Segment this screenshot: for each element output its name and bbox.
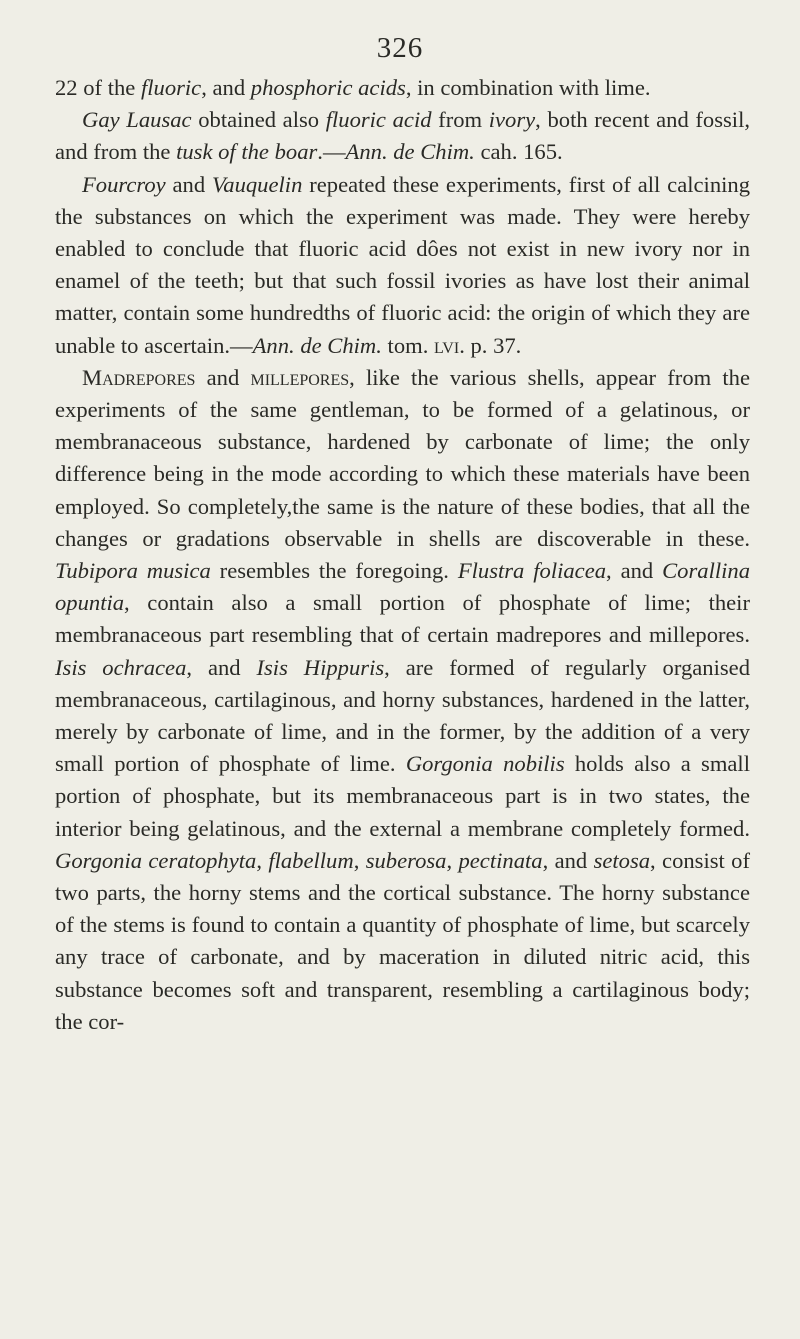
paragraph [55,169,750,362]
text-run: , consist of two parts, the horny stems and the cortical substance. The horny substance of the stems is found to contain a quantity of phosphate of lime, but scarcely any trace of carbonate, and by maceration in diluted nitric acid, this substance becomes soft and transparent, resembling a cartilaginous body; the cor- [55,847,751,1034]
text-run: , and [606,558,663,584]
italic-run: suberosa [365,847,447,873]
text-run: from [431,107,489,133]
text-run: , contain also a small portion of phosphate of lime; their membranaceous part resembling that of certain madrepores and millepores. [55,590,750,648]
paragraph [55,362,750,1038]
small-caps-run: millepores [250,364,350,390]
italic-run: setosa [593,847,651,873]
text-run: . p. 37. [459,332,522,358]
text-run: resembles the foregoing. [210,558,458,584]
italic-run: Gorgonia nobilis [405,751,565,777]
italic-run: fluoric acid [325,107,432,133]
text-run: and [195,364,251,390]
text-run: obtained also [191,107,326,133]
italic-run: Corallina opuntia [55,558,750,616]
italic-run: pectinata [458,847,543,873]
text-run: cah. 165. [474,139,563,165]
italic-run: tusk of the boar [176,139,318,165]
italic-run: Flustra foliacea [457,558,607,584]
italic-run: Ann. de Chim. [252,332,382,358]
paragraph [55,72,750,104]
text-run: , in combination with lime. [405,75,651,100]
text-run: , and [201,75,251,100]
italic-run: Fourcroy [82,171,166,197]
text-run: , and [186,654,257,680]
text-run: tom. [381,332,434,358]
italic-run: phosphoric acids [250,75,406,100]
text-run: , both recent and fossil, and from the [55,107,750,165]
text-run: , and [542,847,594,873]
text-run: , are formed of regularly organised membranaceous, cartilaginous, and horny substances, hardened in the latter, merely by carbonate of lime, and in the former, by the addition of a very small portion of phosphate of lime. [55,654,750,777]
text-run: , [446,847,459,873]
text-run: , [353,847,366,873]
italic-run: Vauquelin [212,171,303,197]
italic-run: ivory [488,107,536,133]
paragraph [55,104,750,168]
text-run: .— [317,139,346,165]
italic-run: fluoric [140,75,202,100]
text-run: , like the various shells, appear from the experiments of the same gentleman, to be formed of a gelatinous, or membranaceous substance, hardened by carbonate of lime; the only difference being in the mode according to which these materials have been employed. So completely,the same is the nature of these bodies, that all the changes or gradations observable in shells are discoverable in these. [55,364,750,551]
text-run: 22 of the [55,75,141,100]
text-run: repeated these experiments, first of all calcining the substances on which the experiment was made. They were hereby enabled to conclude that fluoric acid dôes not exist in new ivory nor in enamel of the teeth; but that such fossil ivories as have lost their animal matter, contain some hundredths of fluoric acid: the origin of which they are unable to ascertain.— [55,171,750,358]
italic-run: Gorgonia ceratophyta [55,847,257,873]
italic-run: Tubipora musica [55,558,211,584]
italic-run: Isis Hippuris [256,654,385,680]
text-run: , [256,847,269,873]
text-run: holds also a small portion of phosphate, but its membranaceous part is in two states, the interior being gelatinous, and the external a membrane completely formed. [55,751,750,841]
italic-run: Ann. de Chim. [345,139,475,165]
italic-run: flabellum [268,847,354,873]
body-text [55,72,750,1038]
text-run: and [165,171,212,197]
italic-run: Isis ochracea [55,654,187,680]
page-number: 326 [376,32,424,64]
small-caps-run: Madrepores [82,364,196,390]
italic-run: Gay Lausac [82,107,192,133]
small-caps-run: lvi [434,332,460,358]
